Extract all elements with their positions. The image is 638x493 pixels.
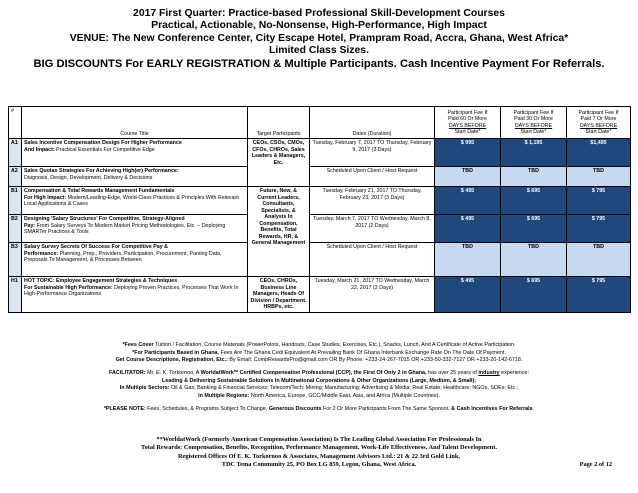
row-id: B3 xyxy=(9,243,22,277)
registration-note xyxy=(8,357,630,365)
header-class-size: Limited Class Sizes. xyxy=(269,45,369,57)
course-desc: Deploying Proven Practices, Processes That Work In High-Performance Organizations xyxy=(24,284,239,297)
please-note-text-e: . xyxy=(532,406,535,412)
fee-7-value: $ 795 xyxy=(567,215,631,243)
sectors-line xyxy=(8,385,630,393)
table-row xyxy=(9,277,631,313)
facilitator-solutions: Leading & Delivering Sustainable Solutions In Multinational Corporations & Other Organizations (Large, Medium, & Small); xyxy=(161,377,477,384)
fee-60-value: TBD xyxy=(435,243,501,277)
table-row xyxy=(9,243,631,277)
fee-60-value: $ 495 xyxy=(435,187,501,215)
fee-7-value: TBD xyxy=(567,167,631,187)
course-title: Designing 'Salary Structures' For Competitive, Strategy-Aligned xyxy=(24,216,185,222)
header-subtitle: Practical, Actionable, No-Nonsense, High-Performance, High Impact xyxy=(151,20,487,32)
fee-7-value: TBD xyxy=(567,243,631,277)
row-id: H1 xyxy=(9,277,22,313)
row-id: B2 xyxy=(9,215,22,243)
table-row xyxy=(9,215,631,243)
course-desc-bold: And Impact: xyxy=(24,146,55,153)
facilitator-label: FACILITATOR: xyxy=(109,370,146,376)
fee-30-value: $ 1,195 xyxy=(501,139,567,167)
course-desc: Practical Essentials For Competitive Edge xyxy=(54,146,155,153)
sectors-label: In Multiple Sectors: xyxy=(119,385,170,392)
fee-60-l4: Start Date* xyxy=(454,129,481,135)
col-header-hash: # xyxy=(9,107,22,139)
ghana-label: *For Participants Based in Ghana xyxy=(132,349,218,356)
course-desc: Planning, Prep., Providers, Participation, Procurement, Parsing Data, Proposals To Management, & Processes Between xyxy=(24,250,222,263)
please-note-text-a: Fees, Schedules, & Programs Subject To Change. xyxy=(145,406,269,412)
row-id: B1 xyxy=(9,187,22,215)
please-note-referrals: & Cash Incentives For Referrals xyxy=(451,406,533,412)
course-title-cell xyxy=(22,277,248,313)
fee-30-l3: DAYS BEFORE xyxy=(514,122,553,129)
facilitator-block xyxy=(8,370,630,400)
course-desc: Modern/Leading-Edge, World-Class Practices & Principles With Relevant Local Applications & Cases xyxy=(24,194,239,207)
footer-line-4: TDC Tema Community 25, PO Box LG 859, Legon, Ghana, West Africa. xyxy=(221,460,417,468)
course-schedule-table xyxy=(8,106,631,313)
col-header-fee-7 xyxy=(567,107,631,139)
header-venue: VENUE: The New Conference Center, City Escape Hotel, Prampram Road, Accra, Ghana, West Africa* xyxy=(69,32,569,44)
facilitator-text-b: has over 25 years of xyxy=(426,370,479,376)
course-desc-bold: For High Impact: xyxy=(24,194,67,201)
ghana-note xyxy=(8,350,630,358)
course-dates: Tuesday, March 21, 2017 TO Wednesday, March 22, 2017 (2 Days) xyxy=(310,277,435,313)
course-title: Compensation & Total Rewards Management Fundamentals xyxy=(24,188,175,194)
facilitator-line xyxy=(8,370,630,378)
sectors-text: Oil & Gas; Banking & Financial Services; Telecom/Tech; Mining; Manufacturing; Advertising & Media; Real Estate; Healthcare; NGOs, SOEs; Etc.; xyxy=(169,385,519,392)
fees-cover-text: Tuition / Facilitation, Course Materials (PowerPoints, Handouts, Case Studies, Exercises, Etc.), Snacks, Lunch, And A Certificate of Active Participation. xyxy=(153,342,516,348)
target-participants: CEOs, CHROs, Business Line Managers, Heads Of Division / Department, HRBPs, etc. xyxy=(248,277,310,313)
course-desc-bold: Performance: xyxy=(24,250,59,257)
course-title-cell xyxy=(22,167,248,187)
regions-line xyxy=(8,393,630,401)
course-title-cell xyxy=(22,243,248,277)
fee-7-l4: Start Date* xyxy=(585,129,612,135)
fee-30-value: $ 695 xyxy=(501,187,567,215)
fee-30-l4: Start Date* xyxy=(520,129,547,135)
fees-cover-note xyxy=(8,342,630,350)
facilitator-line-2 xyxy=(8,378,630,386)
fee-30-value: TBD xyxy=(501,167,567,187)
target-participants: Future, New, & Current Leaders, Consultants, Specialists, & Analysts In Compensation, Benefits, Total Rewards, HR, & General Management xyxy=(248,187,310,277)
course-title-cell xyxy=(22,215,248,243)
fee-60-value: $ 995 xyxy=(435,139,501,167)
please-note-text-c: For 2 Or More Participants From The Same Sponsor, xyxy=(321,406,452,412)
course-title: Salary Survey Secrets Of Success For Competitive Pay & xyxy=(24,244,168,250)
fee-7-value: $1,495 xyxy=(567,139,631,167)
regions-text: North America, Europe, GCC/Middle East, Asia, and Africa (Multiple Countries). xyxy=(249,392,440,399)
facilitator-industry: industry xyxy=(478,370,500,376)
fee-60-value: $ 495 xyxy=(435,215,501,243)
table-header-row xyxy=(9,107,631,139)
course-desc: From Salary Surveys To Modern Market Pricing Methodologies, Etc. – Deploying SMARTer Practices & Tools xyxy=(24,222,226,235)
footer xyxy=(8,436,630,469)
table-row xyxy=(9,139,631,167)
fee-7-value: $ 795 xyxy=(567,187,631,215)
header-block xyxy=(8,8,630,70)
course-dates: Tuesday, March 7, 2017 TO Wednesday, March 8, 2017 (2 Days) xyxy=(310,215,435,243)
course-title: Sales Incentive Compensation Design For Higher Performance xyxy=(24,140,182,146)
registration-text: By Email: CompRewardsPro@gmail.com OR By Phone: +233-24-267-7015 OR +233-50-332-7127 OR +233-20-142-6718. xyxy=(227,357,523,364)
course-desc-bold: For Sustainable High Performance: xyxy=(24,284,113,291)
course-title: Sales Quotas Strategies For Achieving High(er) Performance: xyxy=(24,168,179,174)
fee-7-l3: DAYS BEFORE xyxy=(579,122,618,129)
facilitator-text-a: Mr. E. K. Torkornoo, A xyxy=(145,370,201,376)
fee-60-l1: Participant Fee If xyxy=(447,109,488,116)
facilitator-credential: WorldatWork** Certified Compensation Professional (CCP), the First Of Only 2 in Ghana, xyxy=(200,370,427,376)
fee-7-l1: Participant Fee If xyxy=(578,109,619,116)
table-row xyxy=(9,167,631,187)
footer-line-2: Total Rewards: Compensation, Benefits, Recognition, Performance Management, Work-Life Effectiveness, And Talent Development. xyxy=(141,444,497,452)
col-header-target: Target Participants xyxy=(248,107,310,139)
course-title-cell xyxy=(22,187,248,215)
fee-60-l3: DAYS BEFORE xyxy=(448,122,487,129)
col-header-dates: Dates (Duration) xyxy=(310,107,435,139)
course-title-cell xyxy=(22,139,248,167)
col-header-fee-30 xyxy=(501,107,567,139)
footer-line-3: Registered Offices Of E. K. Torkornoo & Associates, Management Advisors Ltd.: 21 & 22 3rd Gold Link, xyxy=(177,452,461,460)
course-dates: Tuesday, February 21, 2017 TO Thursday, February 23, 2017 (3 Days) xyxy=(310,187,435,215)
please-note-label: *PLEASE NOTE: xyxy=(103,406,146,412)
footer-line-1: **WorldatWork (Formerly American Compensation Association) Is The Leading Global Association For Professionals In xyxy=(156,436,482,443)
header-title: 2017 First Quarter: Practice-based Professional Skill-Development Courses xyxy=(133,8,505,19)
row-id: A1 xyxy=(9,139,22,167)
table-row xyxy=(9,187,631,215)
fee-notes xyxy=(8,342,630,365)
col-header-course: Course Title xyxy=(22,107,248,139)
fee-7-value: $ 795 xyxy=(567,277,631,313)
fee-30-value: TBD xyxy=(501,243,567,277)
course-title: HOT TOPIC: Employee Engagement Strategies & Techniques xyxy=(24,278,178,284)
row-id: A2 xyxy=(9,167,22,187)
course-desc: Diagnosis, Design, Development, Delivery & Decisions xyxy=(24,174,153,181)
ghana-text: , Fees Are The Ghana Cedi Equivalent At Prevailing Bank Of Ghana Interbank Exchange Rate On The Date Of Payment. xyxy=(217,349,506,356)
fees-cover-label: *Fees Cover xyxy=(122,342,154,348)
fee-60-l2: Paid 60 Or More xyxy=(448,116,487,122)
please-note-discounts: Generous Discounts xyxy=(268,406,322,412)
target-participants: CEOs, CSOs, CMOs, CFOs, CHROs, Sales Leaders & Managers, Etc. xyxy=(248,139,310,187)
header-discounts: BIG DISCOUNTS For EARLY REGISTRATION & Multiple Participants. Cash Incentive Payment For Referrals. xyxy=(33,57,605,70)
fee-60-value: TBD xyxy=(435,167,501,187)
fee-30-value: $ 695 xyxy=(501,277,567,313)
facilitator-text-c: experience: xyxy=(499,370,529,376)
regions-label: In Multiple Regions: xyxy=(198,392,250,399)
fee-7-l2: Paid 7 Or More xyxy=(580,116,617,122)
fee-30-l1: Participant Fee If xyxy=(513,109,554,116)
please-note-line xyxy=(8,406,630,414)
registration-label: Get Course Descriptions, Registration, Etc.: xyxy=(115,357,228,364)
page-number: Page 2 of 12 xyxy=(579,460,612,468)
fee-30-l2: Paid 30 Or More xyxy=(514,116,553,122)
please-note-block xyxy=(8,406,630,414)
col-header-fee-60 xyxy=(435,107,501,139)
fee-30-value: $ 695 xyxy=(501,215,567,243)
course-dates: Tuesday, February 7, 2017 TO Thursday, February 9, 2017 (3 Days) xyxy=(310,139,435,167)
course-dates: Scheduled Upon Client / Host Request xyxy=(310,167,435,187)
course-dates: Scheduled Upon Client / Host Request xyxy=(310,243,435,277)
course-desc-bold: Pay: xyxy=(24,222,36,229)
fee-60-value: $ 495 xyxy=(435,277,501,313)
